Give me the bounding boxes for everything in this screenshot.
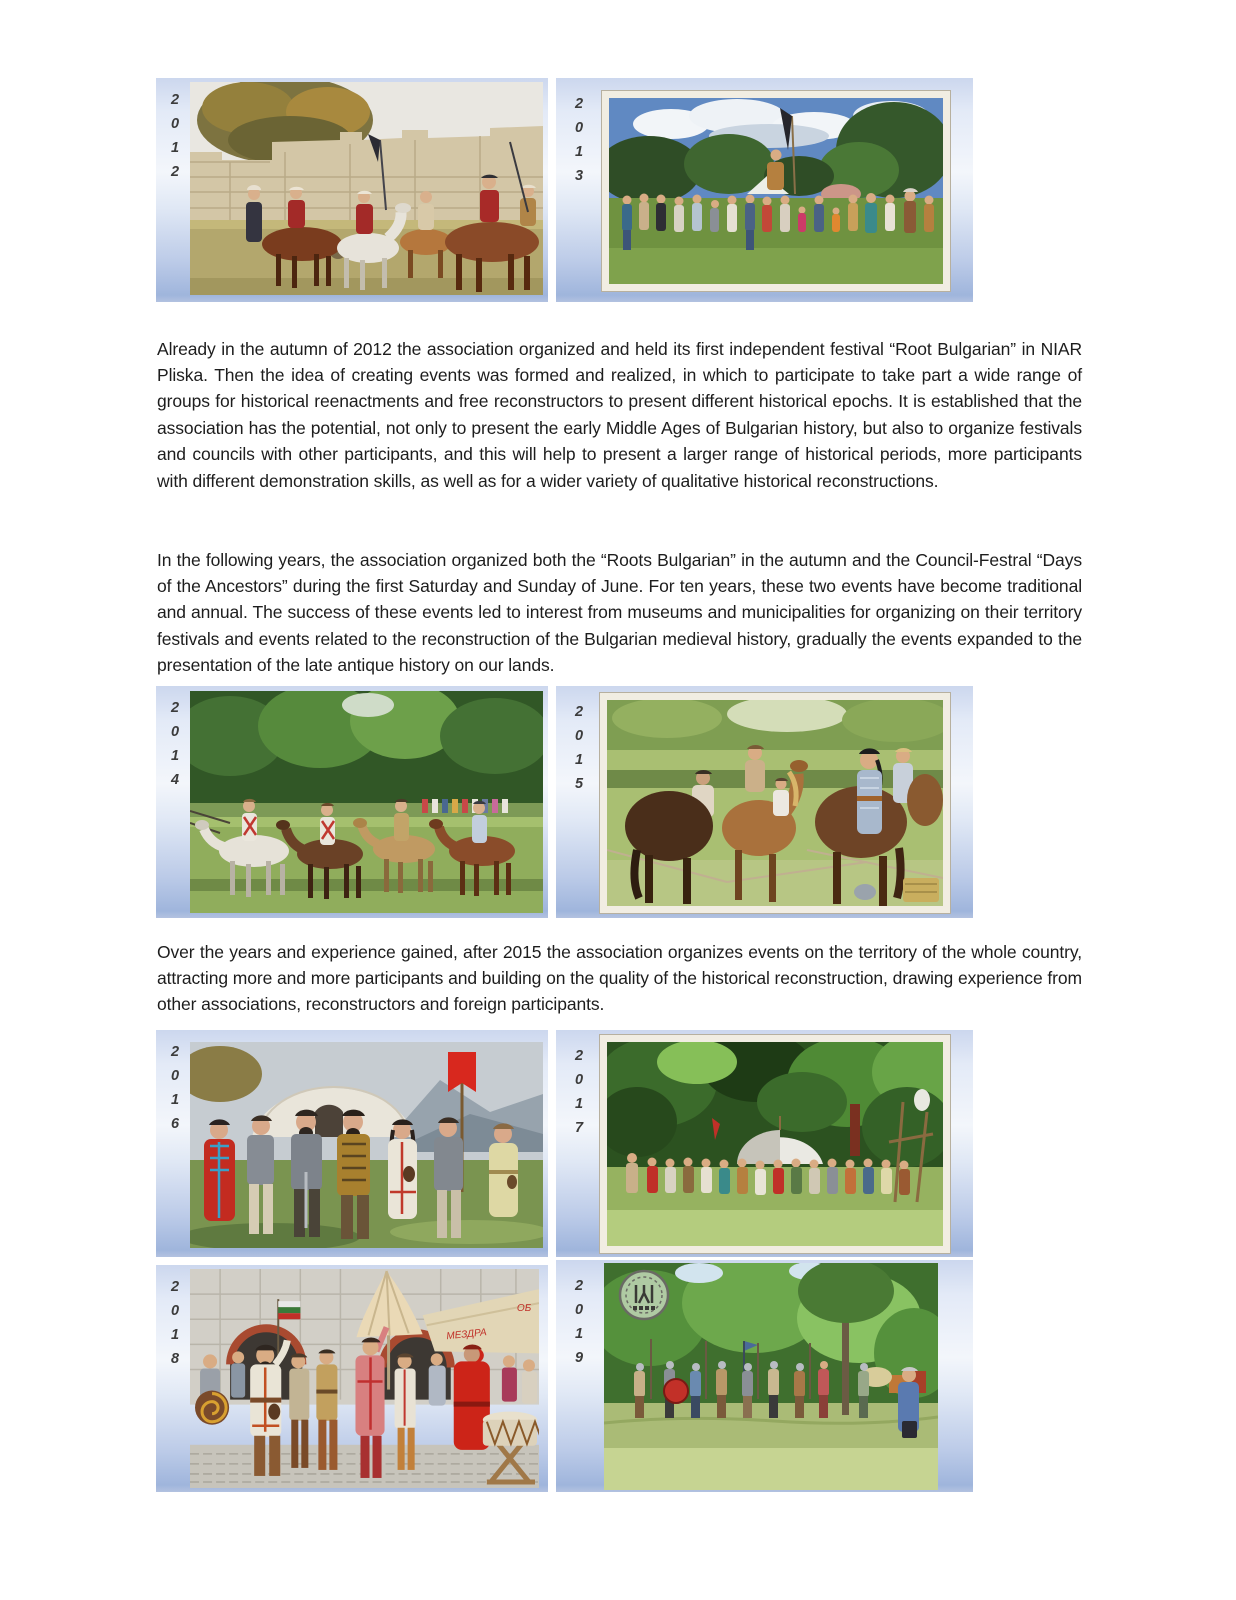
photo-2015-illustration <box>607 700 943 906</box>
photo-2017-illustration <box>607 1042 943 1246</box>
photo-2015 <box>600 693 950 913</box>
canopy-text-mezdra: МЕЗДРА <box>445 1327 488 1343</box>
year-label-2018: 2018 <box>171 1279 180 1367</box>
photo-2014 <box>190 691 543 913</box>
year-label-2019: 2019 <box>575 1278 584 1366</box>
photo-2012-illustration <box>190 82 543 295</box>
year-label-2013: 2013 <box>575 96 584 184</box>
paragraph-festival-2012: Already in the autumn of 2012 the association organized and held its first independent festival “Root Bulgarian” in NIAR Pliska. Then the idea of creating events was formed and realized, in which to participate to take part a wide range of groups for historical reenactments and free reconstructors to present different historical epochs. It is established that the association has the potential, not only to present the early Middle Ages of Bulgarian history, but also to organize festivals and councils with other participants, and this will help to present a larger range of historical periods, more participants with different demonstration skills, as well as for a wider variety of qualitative historical reconstructions. <box>157 338 1082 491</box>
photo-panel-2013 <box>556 78 973 302</box>
association-seal-watermark <box>620 1271 668 1319</box>
year-label-2014: 2014 <box>171 700 180 788</box>
photo-2013 <box>602 91 950 291</box>
photo-panel-2016 <box>156 1030 548 1257</box>
year-label-2016: 2016 <box>171 1044 180 1132</box>
canopy-text-ob: ОБ <box>516 1303 532 1315</box>
year-label-2012: 2012 <box>171 92 180 180</box>
year-label-2017: 2017 <box>575 1048 584 1136</box>
photo-panel-2014 <box>156 686 548 918</box>
photo-2017 <box>600 1035 950 1253</box>
photo-2016 <box>190 1042 543 1248</box>
photo-2019 <box>604 1263 938 1490</box>
paragraph-after-2015: Over the years and experience gained, after 2015 the association organizes events on the territory of the whole country, attracting more and more participants and building on the quality of the historical reconstruction, drawing experience from other associations, reconstructors and foreign participants. <box>157 941 1082 1015</box>
photo-panel-2019 <box>556 1260 973 1492</box>
photo-panel-2012 <box>156 78 548 302</box>
photo-panel-2018 <box>156 1265 548 1492</box>
photo-2016-illustration <box>190 1042 543 1248</box>
photo-2018-illustration <box>190 1269 539 1488</box>
photo-2014-illustration <box>190 691 543 913</box>
photo-panel-2015 <box>556 686 973 918</box>
year-label-2015: 2015 <box>575 704 584 792</box>
photo-panel-2017 <box>556 1030 973 1257</box>
photo-2013-illustration <box>609 98 943 284</box>
photo-2019-illustration <box>604 1263 938 1490</box>
photo-2012 <box>190 82 543 295</box>
paragraph-following-years: In the following years, the association organized both the “Roots Bulgarian” in the autumn and the Council-Festral “Days of the Ancestors” during the first Saturday and Sunday of June. For ten years, these two events have become traditional and annual. The success of these events led to interest from museums and municipalities for organizing on their territory festivals and events related to the reconstruction of the Bulgarian medieval history, gradually the events expanded to the presentation of the late antique history on our lands. <box>157 549 1082 676</box>
photo-2018 <box>190 1269 539 1488</box>
